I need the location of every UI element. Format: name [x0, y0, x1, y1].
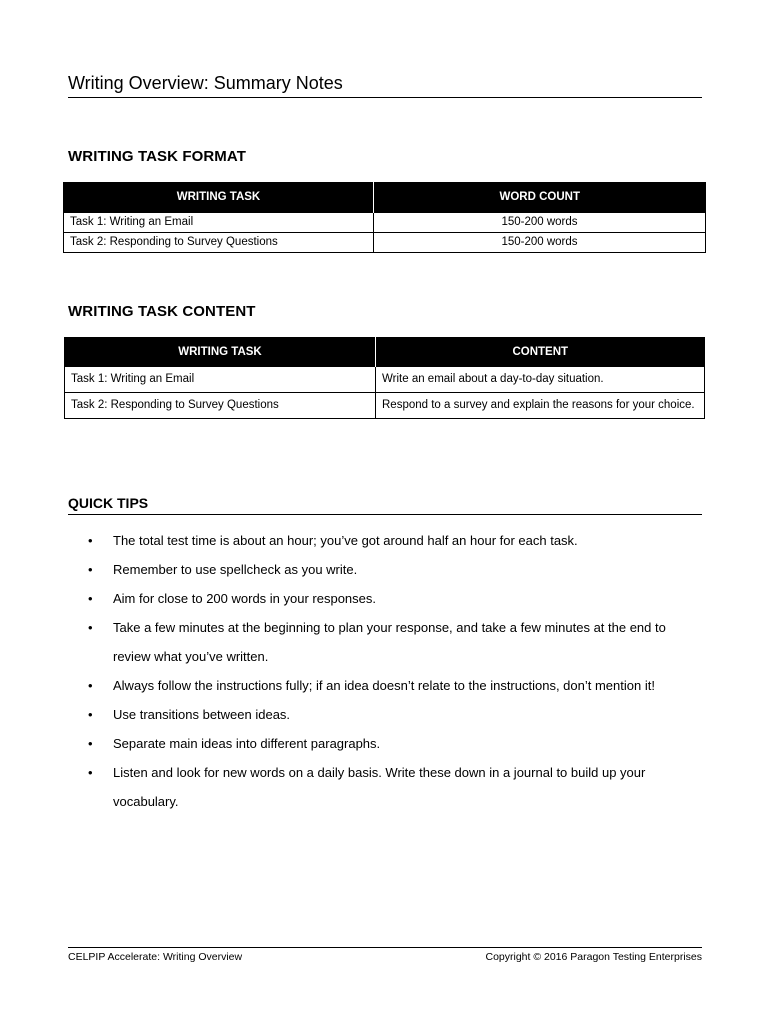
- column-header-writing-task: WRITING TASK: [65, 337, 376, 367]
- content-section-heading: WRITING TASK CONTENT: [68, 303, 256, 320]
- table-row: [64, 233, 706, 253]
- tip-text: The total test time is about an hour; you’ve got around half an hour for each task.: [113, 533, 578, 548]
- word-count-cell: 150-200 words: [374, 233, 706, 253]
- table-row: [65, 393, 705, 419]
- format-section-heading: WRITING TASK FORMAT: [68, 148, 246, 165]
- footer-copyright: Copyright © 2016 Paragon Testing Enterprises: [485, 951, 702, 963]
- tip-text: Aim for close to 200 words in your responses.: [113, 591, 377, 606]
- bullet-icon: •: [88, 765, 93, 780]
- word-count-cell: 150-200 words: [374, 213, 706, 233]
- list-item: [68, 613, 702, 671]
- bullet-icon: •: [88, 562, 93, 577]
- writing-task-format-table: [63, 182, 706, 253]
- tip-text: Take a few minutes at the beginning to plan your response, and take a few minutes at the end to review what you’ve written.: [113, 620, 666, 664]
- task-cell: Task 1: Writing an Email: [64, 213, 374, 233]
- tip-text: Remember to use spellcheck as you write.: [113, 562, 358, 577]
- content-cell: Write an email about a day-to-day situation.: [376, 367, 705, 393]
- list-item: [68, 700, 702, 729]
- bullet-icon: •: [88, 533, 93, 548]
- list-item: [68, 526, 702, 555]
- column-header-word-count: WORD COUNT: [374, 182, 706, 213]
- task-cell: Task 2: Responding to Survey Questions: [65, 393, 376, 419]
- tip-text: Listen and look for new words on a daily basis. Write these down in a journal to build up your vocabulary.: [113, 765, 646, 809]
- list-item: [68, 555, 702, 584]
- bullet-icon: •: [88, 678, 93, 693]
- task-cell: Task 1: Writing an Email: [65, 367, 376, 393]
- footer-left-text: CELPIP Accelerate: Writing Overview: [68, 951, 243, 963]
- page-footer: [68, 947, 702, 963]
- bullet-icon: •: [88, 591, 93, 606]
- tip-text: Use transitions between ideas.: [113, 707, 291, 722]
- table-row: [64, 213, 706, 233]
- writing-task-content-table: [64, 337, 705, 419]
- list-item: [68, 671, 702, 700]
- table-row: [65, 367, 705, 393]
- content-cell: Respond to a survey and explain the reasons for your choice.: [376, 393, 705, 419]
- list-item: [68, 758, 702, 816]
- bullet-icon: •: [88, 707, 93, 722]
- column-header-writing-task: WRITING TASK: [64, 182, 374, 213]
- bullet-icon: •: [88, 620, 93, 635]
- tip-text: Always follow the instructions fully; if an idea doesn’t relate to the instructions, don’t mention it!: [113, 678, 655, 693]
- list-item: [68, 729, 702, 758]
- column-header-content: CONTENT: [376, 337, 705, 367]
- bullet-icon: •: [88, 736, 93, 751]
- tip-text: Separate main ideas into different paragraphs.: [113, 736, 381, 751]
- quick-tips-heading: QUICK TIPS: [68, 495, 702, 515]
- table-header-row: [64, 182, 706, 213]
- page-title: Writing Overview: Summary Notes: [68, 70, 702, 98]
- task-cell: Task 2: Responding to Survey Questions: [64, 233, 374, 253]
- quick-tips-list: [68, 526, 702, 816]
- table-header-row: [65, 337, 705, 367]
- list-item: [68, 584, 702, 613]
